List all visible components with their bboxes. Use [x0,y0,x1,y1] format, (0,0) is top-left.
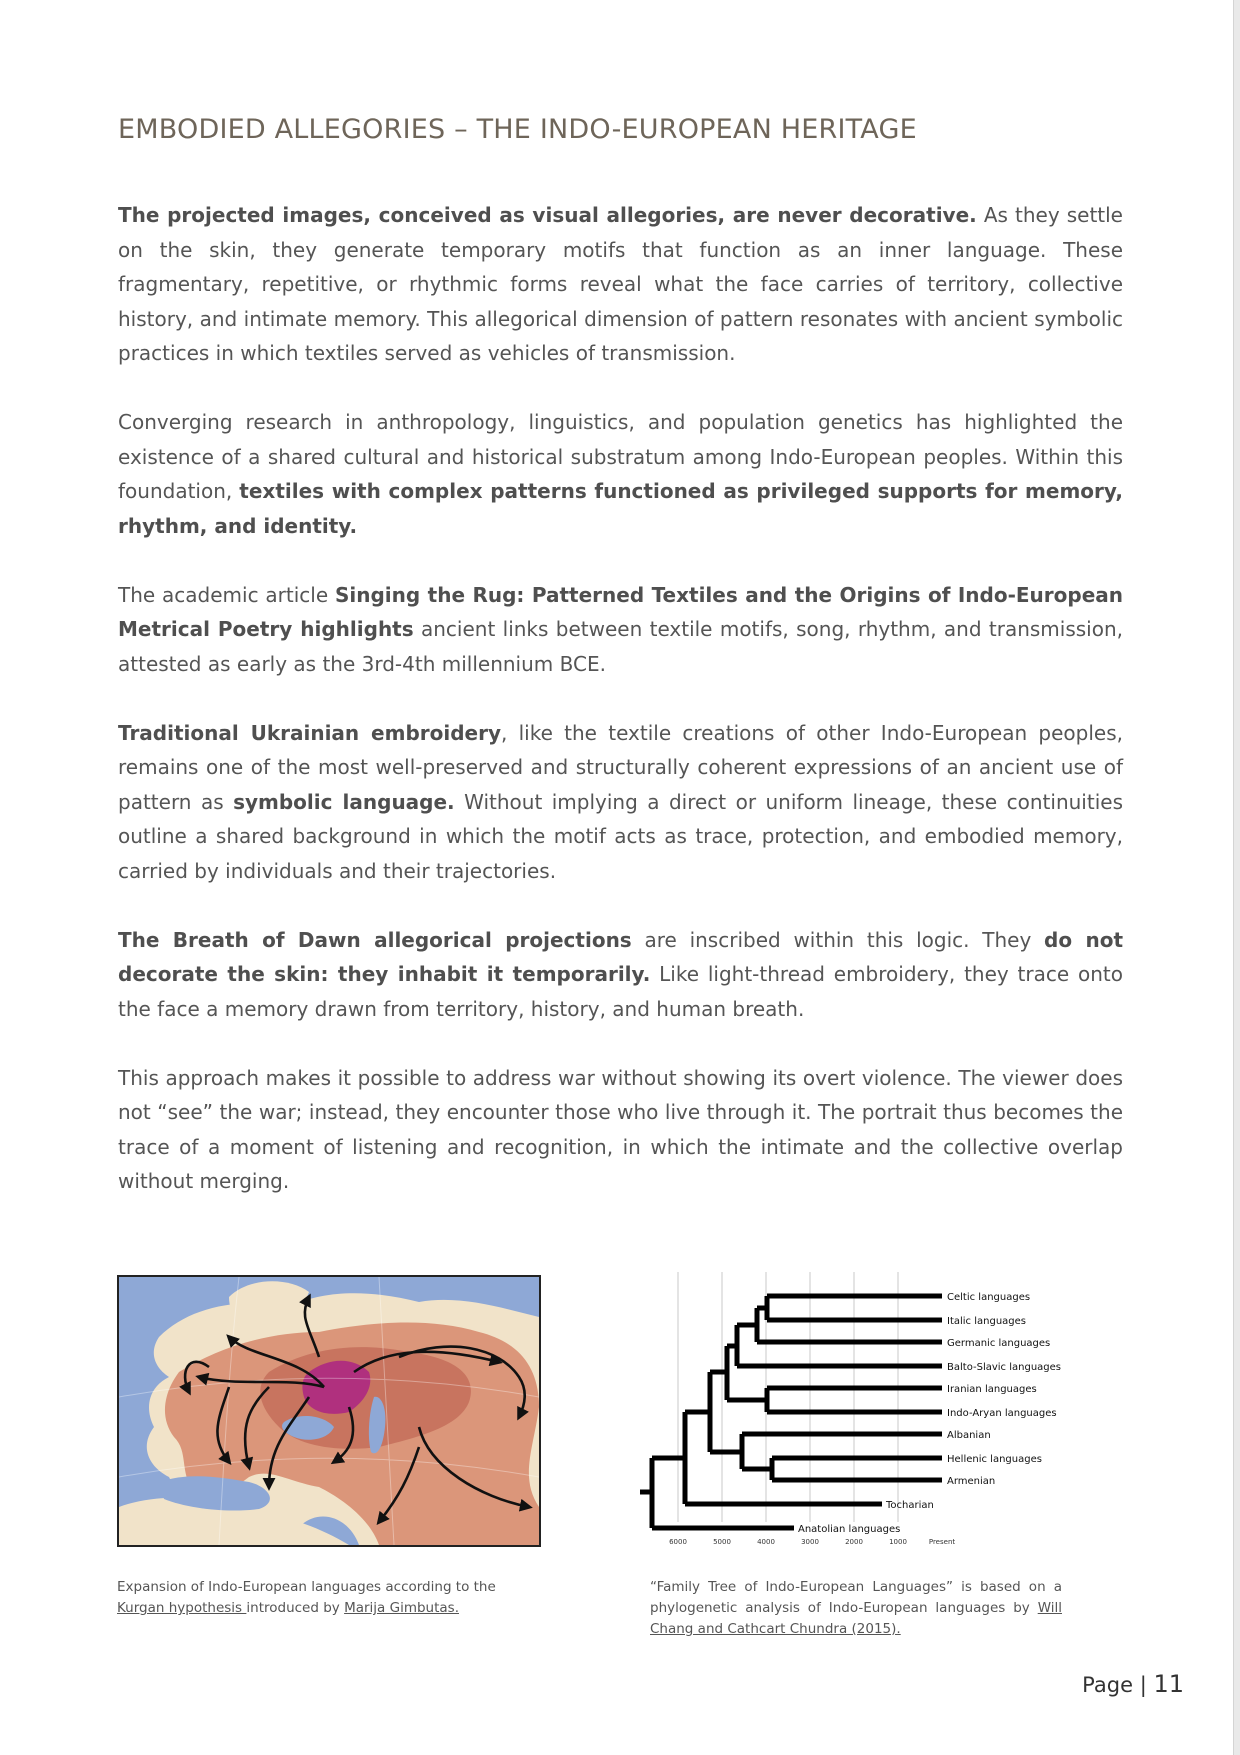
kurgan-map [119,1277,539,1545]
axis-tick-3000: 3000 [801,1538,819,1546]
leaf-balto-slavic: Balto-Slavic languages [947,1362,1061,1373]
tree-caption [650,1577,1062,1640]
p3-text: The academic article [118,582,335,607]
leaf-anatolian: Anatolian languages [798,1524,901,1535]
tree-branches [640,1296,942,1528]
p4-text: , like the textile creations of other Indo-European peoples, remains one of the most well-preserved and structurally coherent expressions of an ancient use of pattern as [118,720,1123,814]
axis-tick-1000: 1000 [889,1538,907,1546]
p2-text: Converging research in anthropology, linguistics, and population genetics has highlighted the existence of a shared cultural and historical substratum among Indo-European peoples. Within this foundation, [118,410,1123,503]
paragraph-5 [118,923,1123,1027]
paragraph-4 [118,716,1123,889]
axis-tick-4000: 4000 [757,1538,775,1546]
leaf-albanian: Albanian [947,1430,991,1441]
axis-tick-6000: 6000 [669,1538,687,1546]
p4-text-2: Without implying a direct or uniform lineage, these continuities outline a shared background in which the motif acts as trace, protection, and embodied memory, carried by individuals and their trajectories. [118,789,1123,883]
leaf-hellenic: Hellenic languages [947,1454,1042,1465]
p5-text-2: Like light-thread embroidery, they trace onto the face a memory drawn from territory, history, and human breath. [118,962,1123,1021]
p2-bold: textiles with complex patterns functioned as privileged supports for memory, rhythm, and identity. [118,479,1123,538]
page-label: Page [1082,1673,1133,1697]
leaf-indo-aryan: Indo-Aryan languages [947,1408,1057,1419]
paragraph-3 [118,578,1123,682]
body-text [118,198,1123,1233]
p5-text: are inscribed within this logic. They [631,927,1045,952]
leaf-italic: Italic languages [947,1316,1026,1327]
leaf-tocharian: Tocharian [886,1500,934,1511]
leaf-armenian: Armenian [947,1476,996,1487]
kurgan-hypothesis-link[interactable]: Kurgan hypothesis [117,1600,247,1616]
leaf-celtic: Celtic languages [947,1292,1031,1303]
map-caption-text: Expansion of Indo-European languages according to the [117,1579,496,1595]
leaf-iranian: Iranian languages [947,1384,1037,1395]
axis-tick-present: Present [928,1538,956,1546]
p3-bold: Singing the Rug: Patterned Textiles and the Origins of Indo-European Metrical Poetry highlights [118,582,1124,641]
p3-text-2: ancient links between textile motifs, song, rhythm, and transmission, attested as early as the 3rd-4th millennium BCE. [118,617,1124,676]
p5-bold: The Breath of Dawn allegorical projections [118,927,632,952]
language-family-tree [640,1272,1090,1548]
paragraph-2 [118,405,1123,543]
p6-text: This approach makes it possible to address war without showing its overt violence. The viewer does not “see” the war; instead, they encounter those who live through it. The portrait thus becomes the trace of a moment of listening and recognition, in which the intimate and the collective overlap without merging. [118,1065,1123,1193]
page-edge [1233,0,1240,1755]
axis-tick-5000: 5000 [713,1538,731,1546]
tree-axis [669,1538,955,1546]
axis-tick-2000: 2000 [845,1538,863,1546]
marija-gimbutas-link[interactable]: Marija Gimbutas. [344,1600,459,1616]
paragraph-1 [118,198,1123,371]
leaf-germanic: Germanic languages [947,1338,1051,1349]
p4-bold-2: symbolic language. [233,789,455,814]
page-number-value: 11 [1153,1670,1184,1698]
p4-bold: Traditional Ukrainian embroidery [118,720,501,745]
map-caption [117,1577,547,1619]
p1-text: As they settle on the skin, they generate temporary motifs that function as an inner language. These fragmentary, repetitive, or rhythmic forms reveal what the face carries of territory, collective history, and intimate memory. This allegorical dimension of pattern resonates with ancient symbolic practices in which textiles served as vehicles of transmission. [118,203,1123,365]
chang-cathcart-link[interactable]: Will Chang and Cathcart Chundra (2015). [650,1600,1062,1637]
p1-bold: The projected images, conceived as visual allegories, are never decorative. [118,203,977,227]
tree-caption-text: “Family Tree of Indo-European Languages” is based on a phylogenetic analysis of Indo-European languages by [650,1579,1062,1616]
page-number [1082,1670,1184,1698]
map-caption-text-2: introduced by [246,1600,345,1616]
kurgan-map-figure [117,1275,541,1547]
page-title: EMBODIED ALLEGORIES – THE INDO-EUROPEAN HERITAGE [118,114,917,145]
page-separator: | [1139,1673,1147,1697]
paragraph-6 [118,1061,1123,1199]
p5-bold-2: do not decorate the skin: they inhabit it temporarily. [118,927,1124,986]
